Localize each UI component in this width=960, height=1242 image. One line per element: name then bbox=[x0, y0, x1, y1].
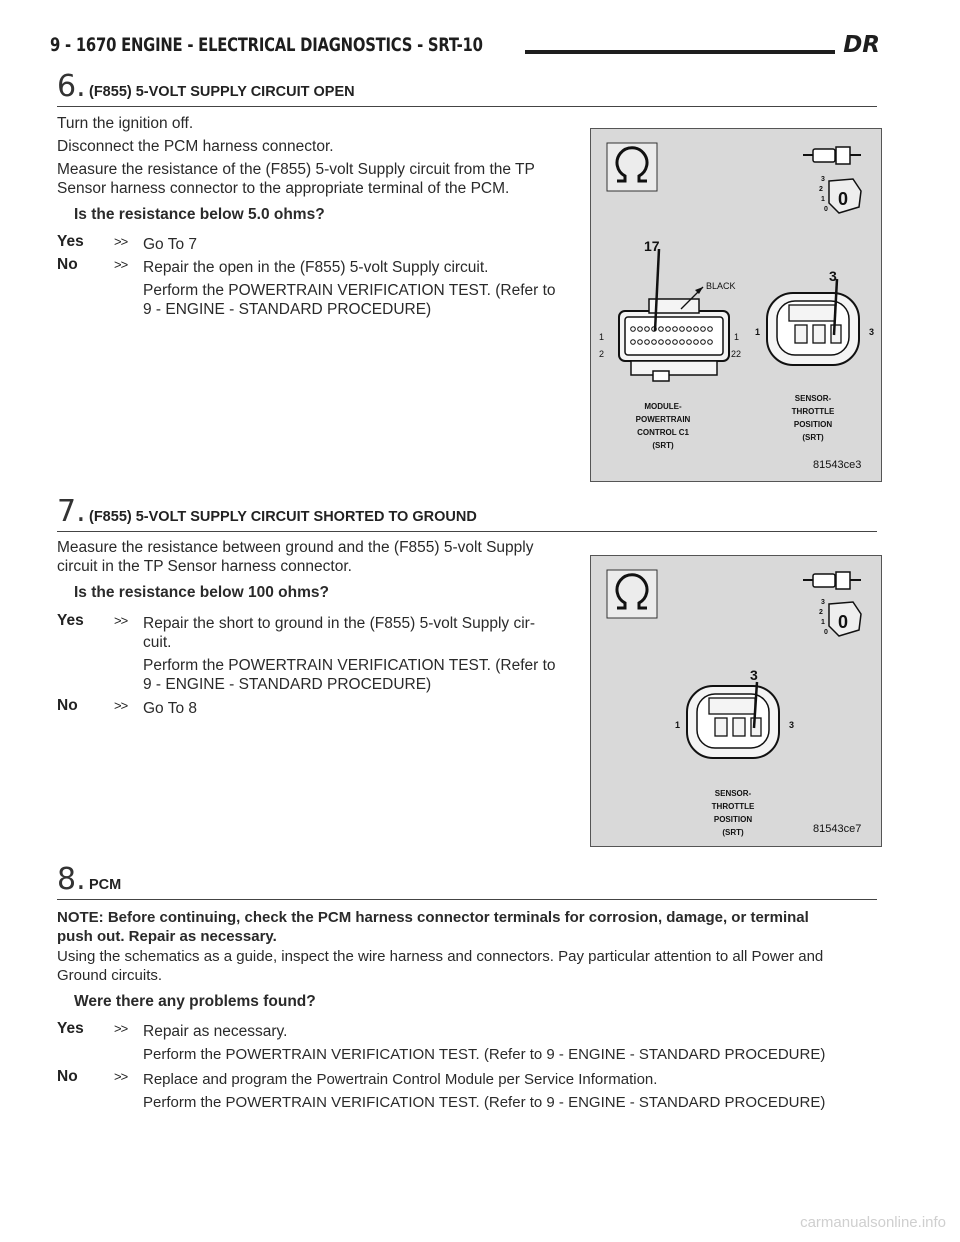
figure-81543ce7 bbox=[590, 555, 882, 847]
s6-no-text: Repair the open in the (F855) 5-volt Supply circuit. bbox=[143, 259, 489, 276]
s8-yes-text: Repair as necessary. bbox=[143, 1023, 288, 1040]
fig1-module-l1: MODULE- bbox=[644, 402, 682, 411]
fig1-s-pin-3: 3 bbox=[869, 327, 875, 337]
s7-no-label: No bbox=[57, 697, 78, 714]
meter-reading: 0 bbox=[838, 189, 849, 209]
s6-step-measure-a: Measure the resistance of the (F855) 5-volt Supply circuit from the TP bbox=[57, 161, 535, 178]
fig2-sensor-l4: (SRT) bbox=[722, 828, 744, 837]
probe-icon bbox=[803, 572, 861, 589]
s8-yes-text2: Perform the POWERTRAIN VERIFICATION TEST. (Refer to 9 - ENGINE - STANDARD PROCEDURE) bbox=[143, 1046, 826, 1063]
section-6-heading bbox=[57, 69, 877, 107]
ohmmeter-icon bbox=[819, 176, 861, 213]
fig1-module-l2: POWERTRAIN bbox=[635, 415, 691, 424]
fig1-module-l3: CONTROL C1 bbox=[637, 428, 689, 437]
fig1-pin-17: 17 bbox=[644, 238, 660, 254]
s7-yes-arrow: >> bbox=[114, 613, 128, 628]
fig1-sensor-l4: (SRT) bbox=[802, 433, 824, 442]
fig2-code: 81543ce7 bbox=[813, 823, 862, 835]
fig2-pin-3: 3 bbox=[750, 667, 758, 683]
fig2-sensor-l3: POSITION bbox=[713, 815, 753, 824]
s6-step-disconnect: Disconnect the PCM harness connector. bbox=[57, 138, 334, 155]
s6-yes-label: Yes bbox=[57, 233, 84, 250]
s8-step-inspect-a: Using the schematics as a guide, inspect the wire harness and connectors. Pay particular attention to all Power and bbox=[57, 948, 824, 965]
page-title: 9 - 1670 ENGINE - ELECTRICAL DIAGNOSTICS - SRT-10 bbox=[50, 34, 483, 56]
s8-note-b: push out. Repair as necessary. bbox=[57, 928, 277, 945]
meter-scale-3: 3 bbox=[821, 599, 825, 606]
fig1-black-label: BLACK bbox=[706, 281, 736, 291]
s8-no-arrow: >> bbox=[114, 1069, 128, 1084]
section-8-title: PCM bbox=[89, 877, 122, 893]
fig1-s-pin-1: 1 bbox=[755, 327, 761, 337]
tp-sensor-connector bbox=[767, 293, 859, 365]
section-7-heading bbox=[57, 494, 877, 532]
fig2-sensor-l1: SENSOR- bbox=[714, 789, 752, 798]
fig2-s-pin-3: 3 bbox=[789, 720, 795, 730]
s8-note-a: NOTE: Before continuing, check the PCM harness connector terminals for corrosion, damage, or terminal bbox=[57, 909, 809, 926]
ohmmeter-icon bbox=[819, 599, 861, 636]
tp-sensor-connector bbox=[687, 686, 779, 758]
s7-step-measure-b: circuit in the TP Sensor harness connector. bbox=[57, 558, 352, 575]
section-8-number: 8. bbox=[57, 862, 86, 897]
fig1-sensor-l2: THROTTLE bbox=[791, 407, 835, 416]
s7-yes-text2a: Perform the POWERTRAIN VERIFICATION TEST. (Refer to bbox=[143, 657, 556, 674]
s7-no-arrow: >> bbox=[114, 698, 128, 713]
fig1-c-pin-1b: 1 bbox=[734, 332, 740, 342]
s7-yes-label: Yes bbox=[57, 612, 84, 629]
fig1-sensor-l3: POSITION bbox=[793, 420, 833, 429]
s7-no-text: Go To 8 bbox=[143, 700, 198, 717]
meter-scale-2: 2 bbox=[819, 609, 823, 616]
model-code: DR bbox=[843, 32, 880, 58]
s7-step-measure-a: Measure the resistance between ground and the (F855) 5-volt Supply bbox=[57, 539, 534, 556]
meter-scale-3: 3 bbox=[821, 176, 825, 183]
s6-no-arrow: >> bbox=[114, 257, 128, 272]
section-6-title: (F855) 5-VOLT SUPPLY CIRCUIT OPEN bbox=[89, 84, 355, 100]
fig1-code: 81543ce3 bbox=[813, 459, 862, 471]
meter-scale-0: 0 bbox=[824, 629, 828, 636]
figure-81543ce3 bbox=[590, 128, 882, 482]
fig1-sensor-l1: SENSOR- bbox=[794, 394, 832, 403]
s6-no-label: No bbox=[57, 256, 78, 273]
meter-reading: 0 bbox=[838, 612, 849, 632]
ohm-symbol-icon bbox=[607, 570, 657, 618]
s6-question: Is the resistance below 5.0 ohms? bbox=[74, 206, 325, 223]
section-7-title: (F855) 5-VOLT SUPPLY CIRCUIT SHORTED TO GROUND bbox=[89, 509, 477, 525]
s6-no-text2b: 9 - ENGINE - STANDARD PROCEDURE) bbox=[143, 301, 432, 318]
fig1-c-pin-2: 2 bbox=[599, 349, 605, 359]
s6-yes-arrow: >> bbox=[114, 234, 128, 249]
s8-yes-arrow: >> bbox=[114, 1021, 128, 1036]
s8-no-text: Replace and program the Powertrain Control Module per Service Information. bbox=[143, 1071, 658, 1088]
fig2-sensor-l2: THROTTLE bbox=[711, 802, 755, 811]
s8-no-text2: Perform the POWERTRAIN VERIFICATION TEST. (Refer to 9 - ENGINE - STANDARD PROCEDURE) bbox=[143, 1094, 826, 1111]
meter-scale-2: 2 bbox=[819, 186, 823, 193]
probe-icon bbox=[803, 147, 861, 164]
s6-yes-text: Go To 7 bbox=[143, 236, 198, 253]
fig2-s-pin-1: 1 bbox=[675, 720, 681, 730]
s7-yes-text-a: Repair the short to ground in the (F855) 5-volt Supply cir- bbox=[143, 615, 535, 632]
watermark: carmanualsonline.info bbox=[800, 1214, 946, 1231]
section-6-number: 6. bbox=[57, 69, 86, 104]
fig1-c-pin-22: 22 bbox=[731, 349, 742, 359]
ohm-symbol-icon bbox=[607, 143, 657, 191]
s6-step-ignition: Turn the ignition off. bbox=[57, 115, 194, 132]
pcm-connector-c1 bbox=[619, 299, 729, 381]
fig1-c-pin-1a: 1 bbox=[599, 332, 605, 342]
meter-scale-0: 0 bbox=[824, 206, 828, 213]
fig1-pin-3: 3 bbox=[829, 268, 837, 284]
s6-no-text2a: Perform the POWERTRAIN VERIFICATION TEST. (Refer to bbox=[143, 282, 556, 299]
s8-yes-label: Yes bbox=[57, 1020, 84, 1037]
s7-yes-text2b: 9 - ENGINE - STANDARD PROCEDURE) bbox=[143, 676, 432, 693]
section-8-heading bbox=[57, 862, 877, 900]
fig1-module-l4: (SRT) bbox=[652, 441, 674, 450]
meter-scale-1: 1 bbox=[821, 196, 825, 203]
s7-yes-text-b: cuit. bbox=[143, 634, 172, 651]
s6-step-measure-b: Sensor harness connector to the appropriate terminal of the PCM. bbox=[57, 180, 510, 197]
page-header bbox=[50, 34, 880, 68]
s8-question: Were there any problems found? bbox=[74, 993, 316, 1010]
s7-question: Is the resistance below 100 ohms? bbox=[74, 584, 329, 601]
s8-no-label: No bbox=[57, 1068, 78, 1085]
meter-scale-1: 1 bbox=[821, 619, 825, 626]
s8-step-inspect-b: Ground circuits. bbox=[57, 967, 163, 984]
section-7-number: 7. bbox=[57, 494, 86, 529]
header-rule bbox=[525, 50, 835, 54]
